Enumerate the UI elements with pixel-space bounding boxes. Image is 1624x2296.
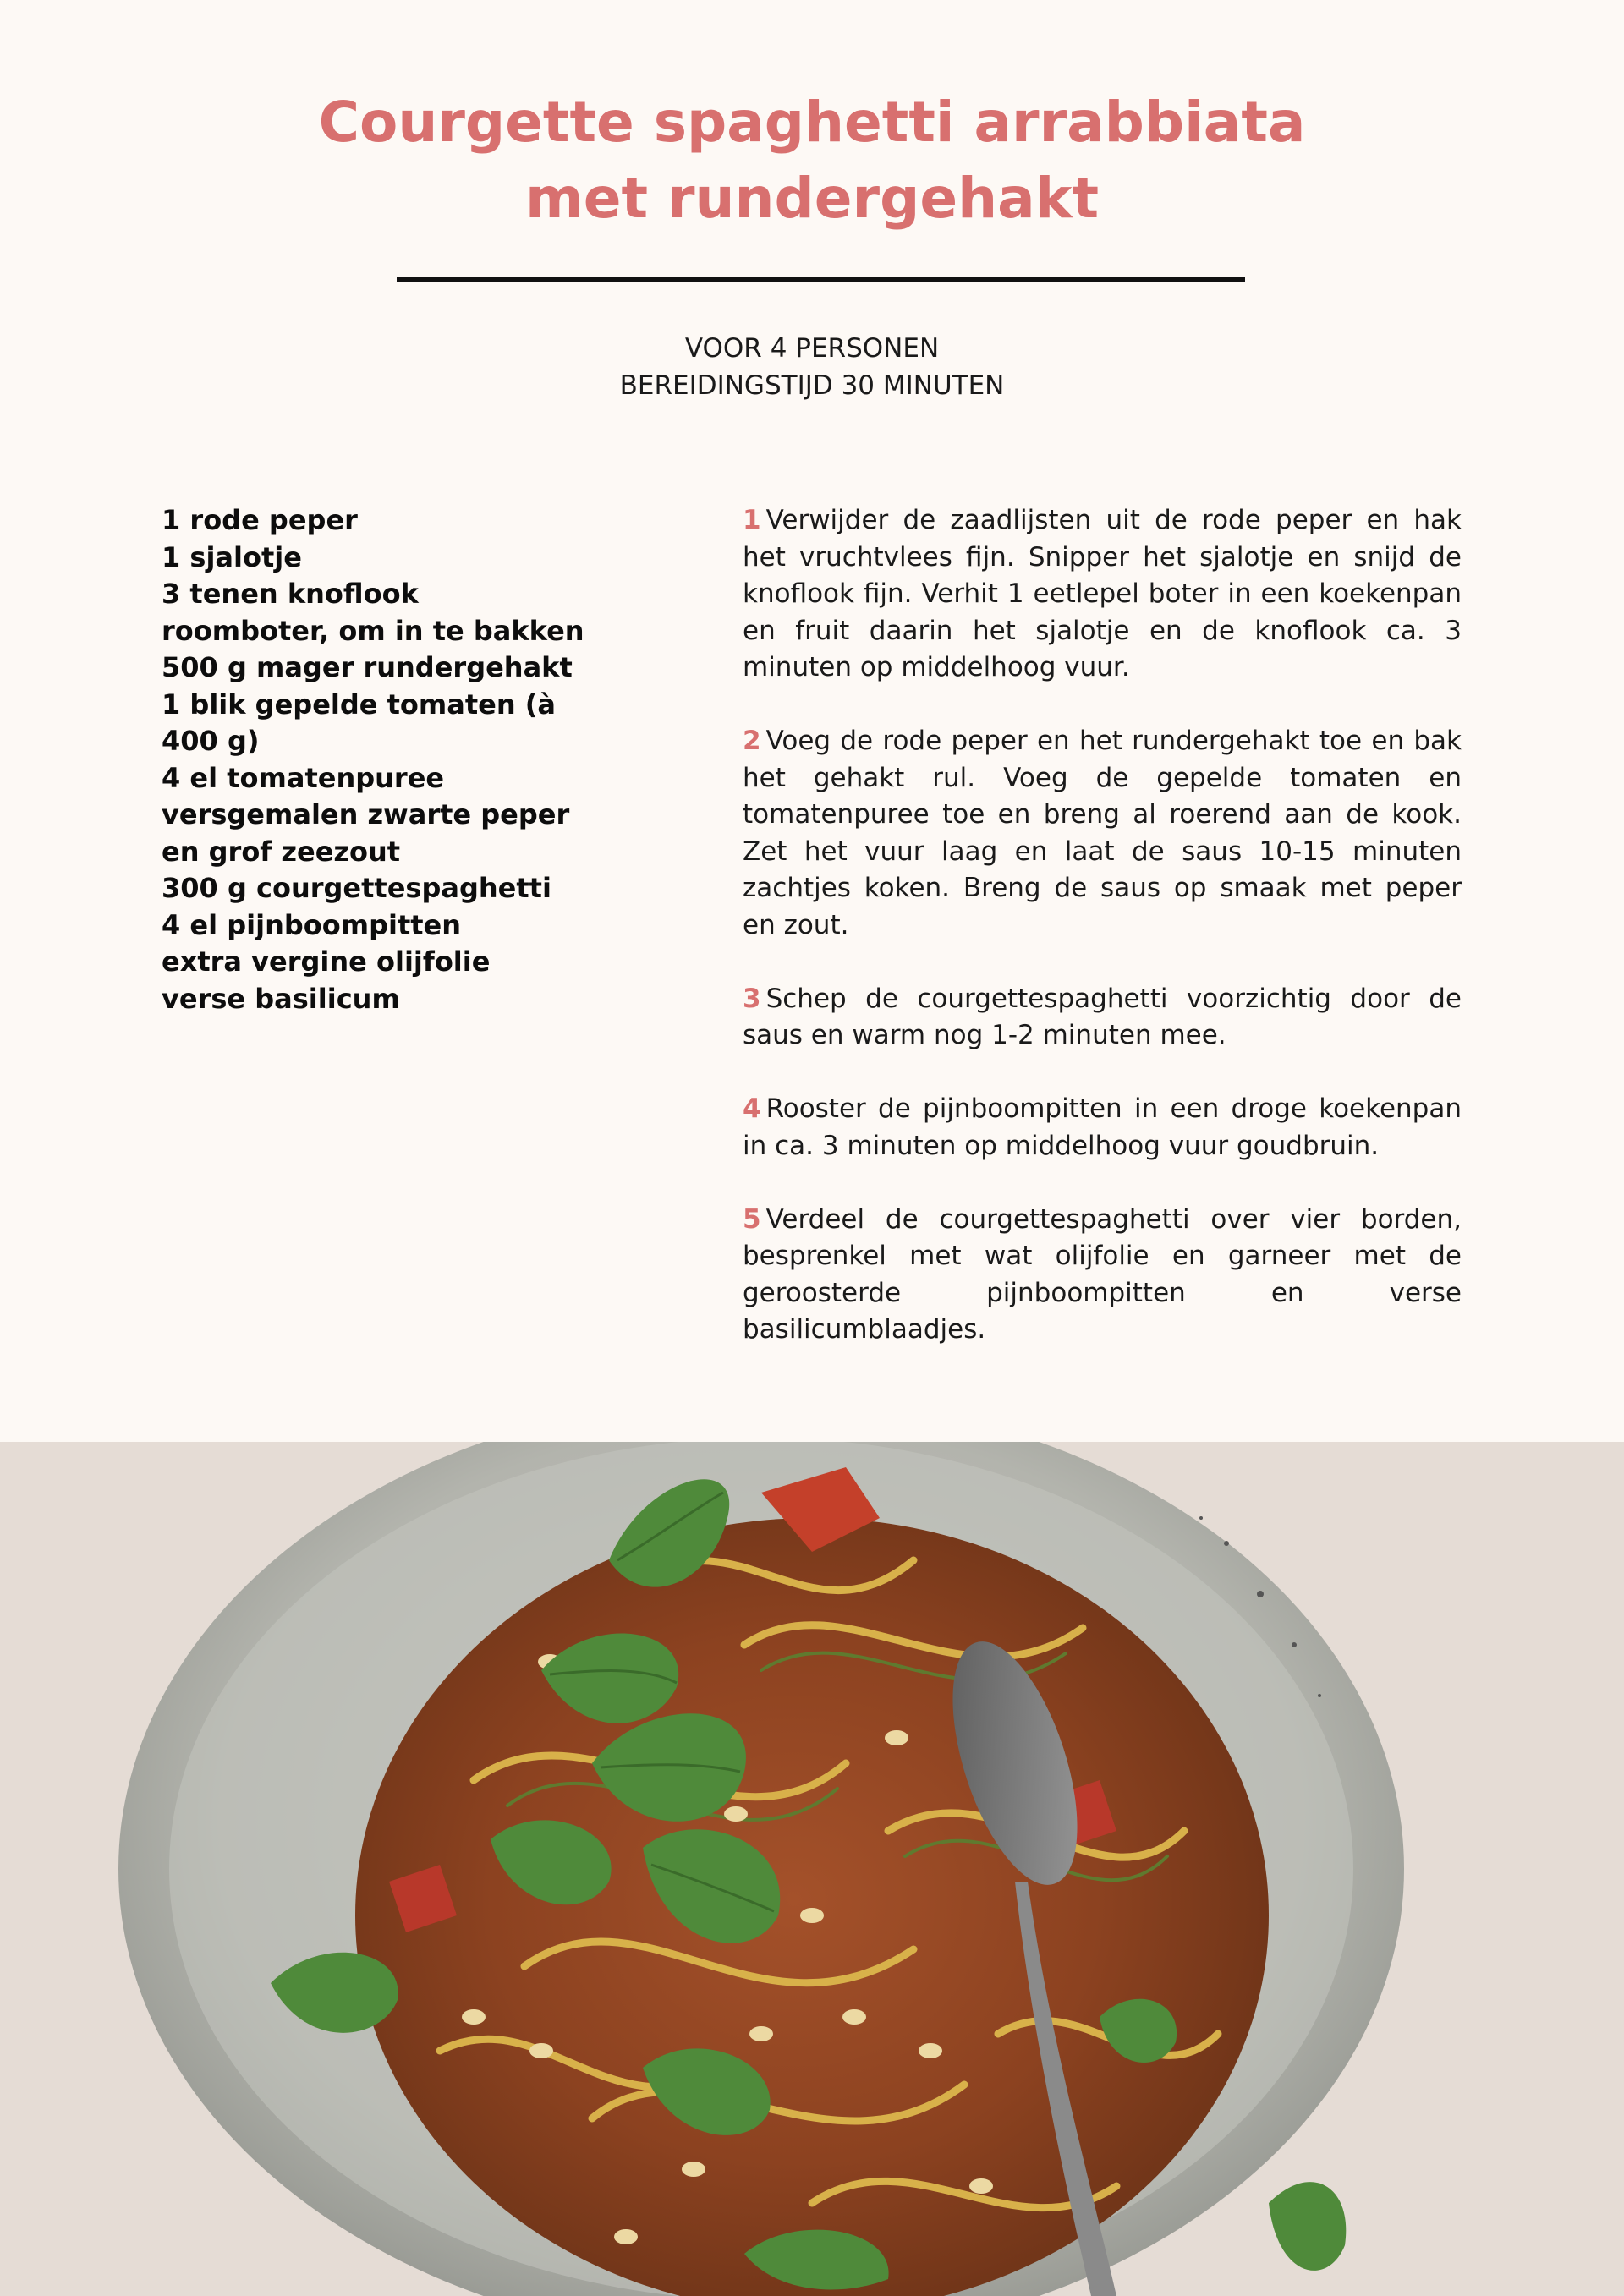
recipe-title: Courgette spaghetti arrabbiata met rundergehakt xyxy=(318,90,1306,231)
servings: VOOR 4 PERSONEN xyxy=(684,333,940,364)
title-divider xyxy=(397,277,1245,282)
step-4 xyxy=(743,1091,1462,1164)
step-text: Schep de courgettespaghetti voorzichtig door de saus en warm nog 1-2 minuten mee. xyxy=(743,983,1462,1050)
dish-photo xyxy=(0,1442,1624,2296)
ingredient-item: 4 el pijnboompitten xyxy=(162,908,462,941)
step-number: 1 xyxy=(743,505,761,535)
step-list xyxy=(743,502,1462,1385)
step-number: 5 xyxy=(743,1203,761,1235)
ingredient-item: 1 rode peper xyxy=(162,504,358,536)
step-3 xyxy=(743,981,1462,1055)
ingredient-item: 1 sjalotje xyxy=(162,540,302,573)
ingredient-list xyxy=(162,502,601,1017)
ingredient-item: roomboter, om in te bakken xyxy=(162,614,584,647)
ingredient-item: 300 g courgettespaghetti xyxy=(162,872,551,904)
ingredient-item: extra vergine olijfolie xyxy=(162,945,491,978)
ingredient-item: verse basilicum xyxy=(162,982,400,1015)
ingredient-item: 3 tenen knoflook xyxy=(162,578,419,610)
ingredient-item: 500 g mager rundergehakt xyxy=(162,651,573,683)
step-text: Verdeel de courgettespaghetti over vier borden, besprenkel met wat olijfolie en garneer met de geroosterde pijnboompitten en verse basilicumblaadjes. xyxy=(743,1203,1462,1345)
step-text: Voeg de rode peper en het rundergehakt toe en bak het gehakt rul. Voeg de gepelde tomaten en tomatenpuree toe en breng al roerend aan de kook. Zet het vuur laag en laat de saus 10-15 minuten zachtjes koken. Breng de saus op smaak met peper en zout. xyxy=(743,726,1462,940)
step-5 xyxy=(743,1202,1462,1349)
step-number: 2 xyxy=(743,726,761,756)
ingredient-item: 4 el tomatenpuree xyxy=(162,761,445,794)
step-text: Rooster de pijnboompitten in een droge koekenpan in ca. 3 minuten op middelhoog vuur goudbruin. xyxy=(743,1093,1462,1161)
step-1 xyxy=(743,502,1462,687)
step-text: Verwijder de zaadlijsten uit de rode peper en hak het vruchtvlees fijn. Snipper het sjalotje en snijd de knoflook fijn. Verhit 1 eetlepel boter in een koekenpan en fruit daarin het sjalotje en de knoflook ca. 3 minuten op middelhoog vuur. xyxy=(743,505,1462,682)
ingredient-item: versgemalen zwarte peper en grof zeezout xyxy=(162,798,570,868)
prep-time: BEREIDINGSTIJD 30 MINUTEN xyxy=(619,370,1005,401)
step-number: 4 xyxy=(743,1093,761,1124)
recipe-meta xyxy=(474,330,1150,404)
step-number: 3 xyxy=(743,983,761,1014)
ingredient-item: 1 blik gepelde tomaten (à 400 g) xyxy=(162,688,556,757)
step-2 xyxy=(743,723,1462,944)
